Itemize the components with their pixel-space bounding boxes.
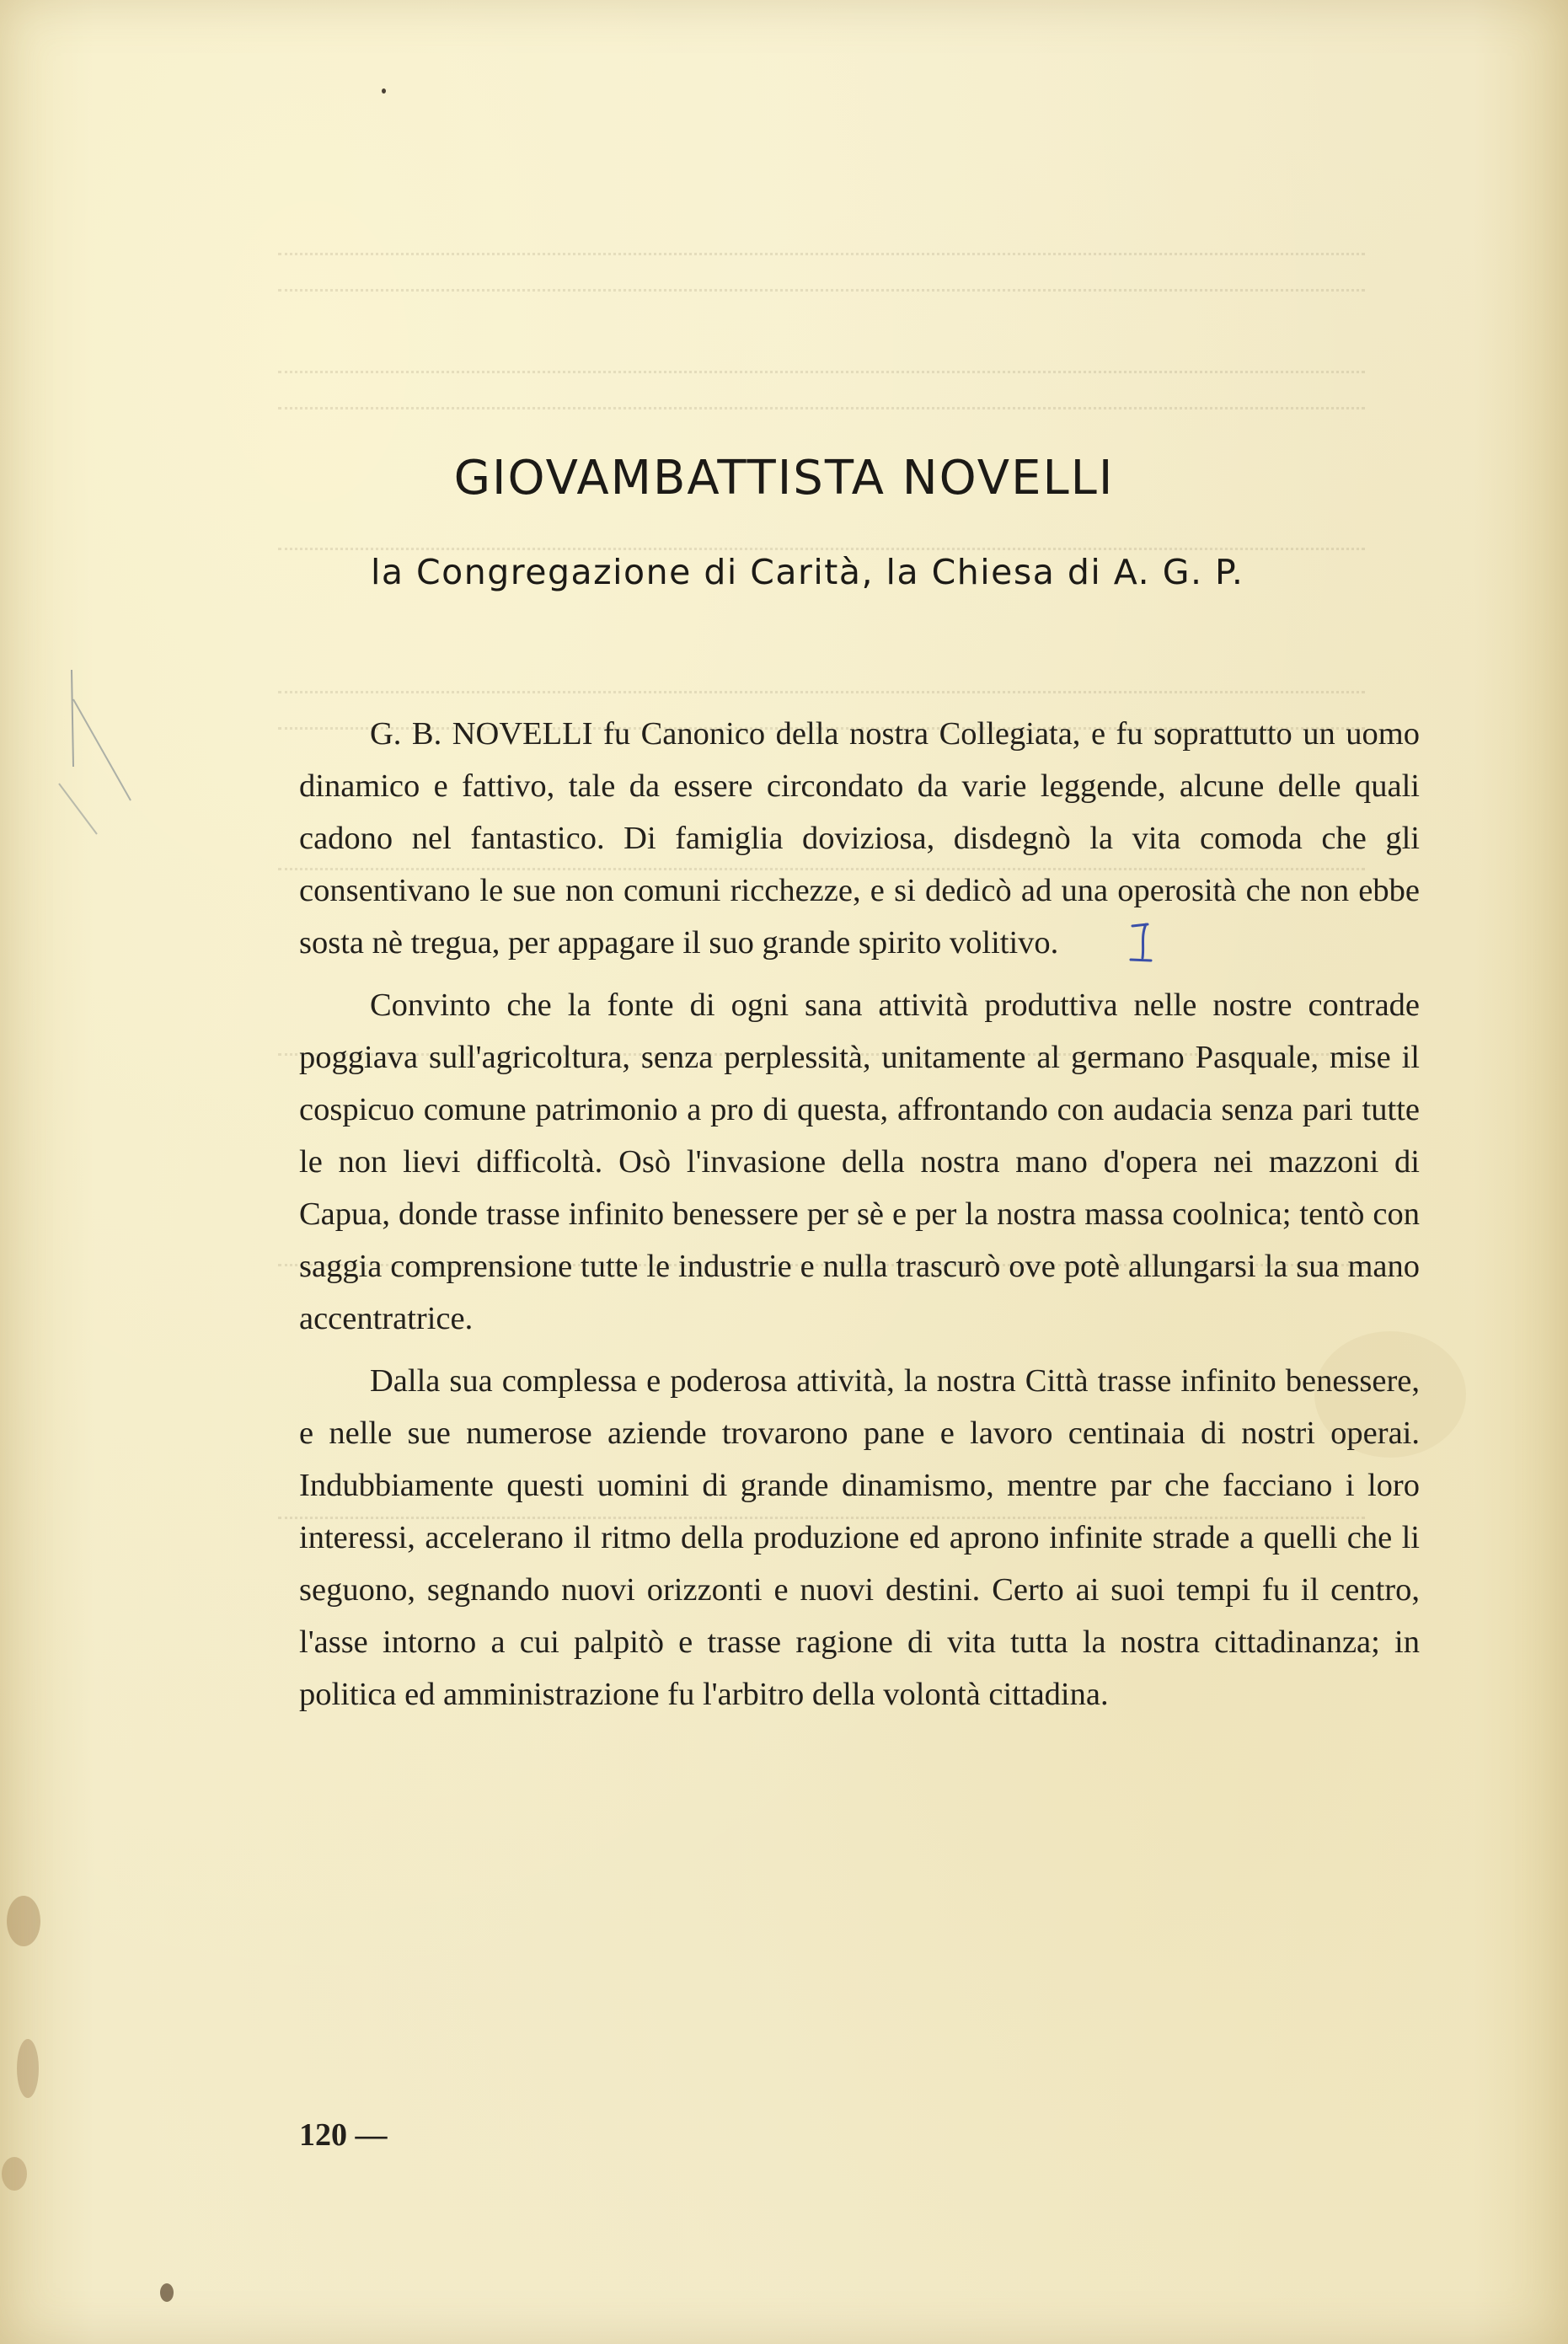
foxing-stain (2, 2157, 27, 2191)
paragraph-1-text: G. B. NOVELLI fu Canonico della nostra Collegiata, e fu soprattutto un uomo dinamico e fattivo, tale da essere circondato da varie leggende, alcune delle quali cadono nel fantastico. Di famiglia doviziosa, disdegnò la vita comoda che gli consentivano le sue non comuni ricchezze, e si dedicò ad una operosità che non ebbe sosta nè tregua, per appagare il suo grande spirito volitivo. (299, 716, 1420, 961)
pencil-margin-marks (46, 666, 147, 885)
ink-speck (382, 88, 386, 94)
foxing-stain (17, 2039, 39, 2098)
page-title: GIOVAMBATTISTA NOVELLI (453, 451, 1115, 506)
paragraph-2: Convinto che la fonte di ogni sana attività produttiva nelle nostre contrade poggiava sull'agricoltura, senza perplessità, unitamente al germano Pasquale, mise il cospicuo comune patrimonio a pro di questa, affrontando con audacia senza pari tutte le non lievi difficoltà. Osò l'invasione della nostra mano d'opera nei mazzoni di Capua, donde trasse infinito benessere per sè e per la nostra massa coolnica; tentò con saggia comprensione tutte le industrie e nulla trascurò ove potè allungarsi la sua mano accentratrice. (299, 987, 1420, 1336)
paragraph-1 (299, 708, 1420, 969)
page-subtitle: la Congregazione di Carità, la Chiesa di A. G. P. (371, 552, 1244, 592)
handwritten-bracket-icon (1058, 921, 1092, 960)
paragraph-3: Dalla sua complessa e poderosa attività, la nostra Città trasse infinito benessere, e nelle sue numerose aziende trovarono pane e lavoro centinaia di nostri operai. Indubbiamente questi uomini di grande dinamismo, mentre par che facciano i loro interessi, accelerano il ritmo della produzione ed aprono infinite strade a quelli che li seguono, segnando nuovi orizzonti e nuovi destini. Certo ai suoi tempi fu il centro, l'asse intorno a cui palpitò e trasse ragione di vita tutta la nostra cittadinanza; in politica ed amministrazione fu l'arbitro della volontà cittadina. (299, 1363, 1420, 1712)
foxing-stain (7, 1896, 40, 1946)
article-body (299, 708, 1420, 1731)
page-number: 120 — (299, 2117, 388, 2153)
foxing-stain (160, 2283, 174, 2302)
